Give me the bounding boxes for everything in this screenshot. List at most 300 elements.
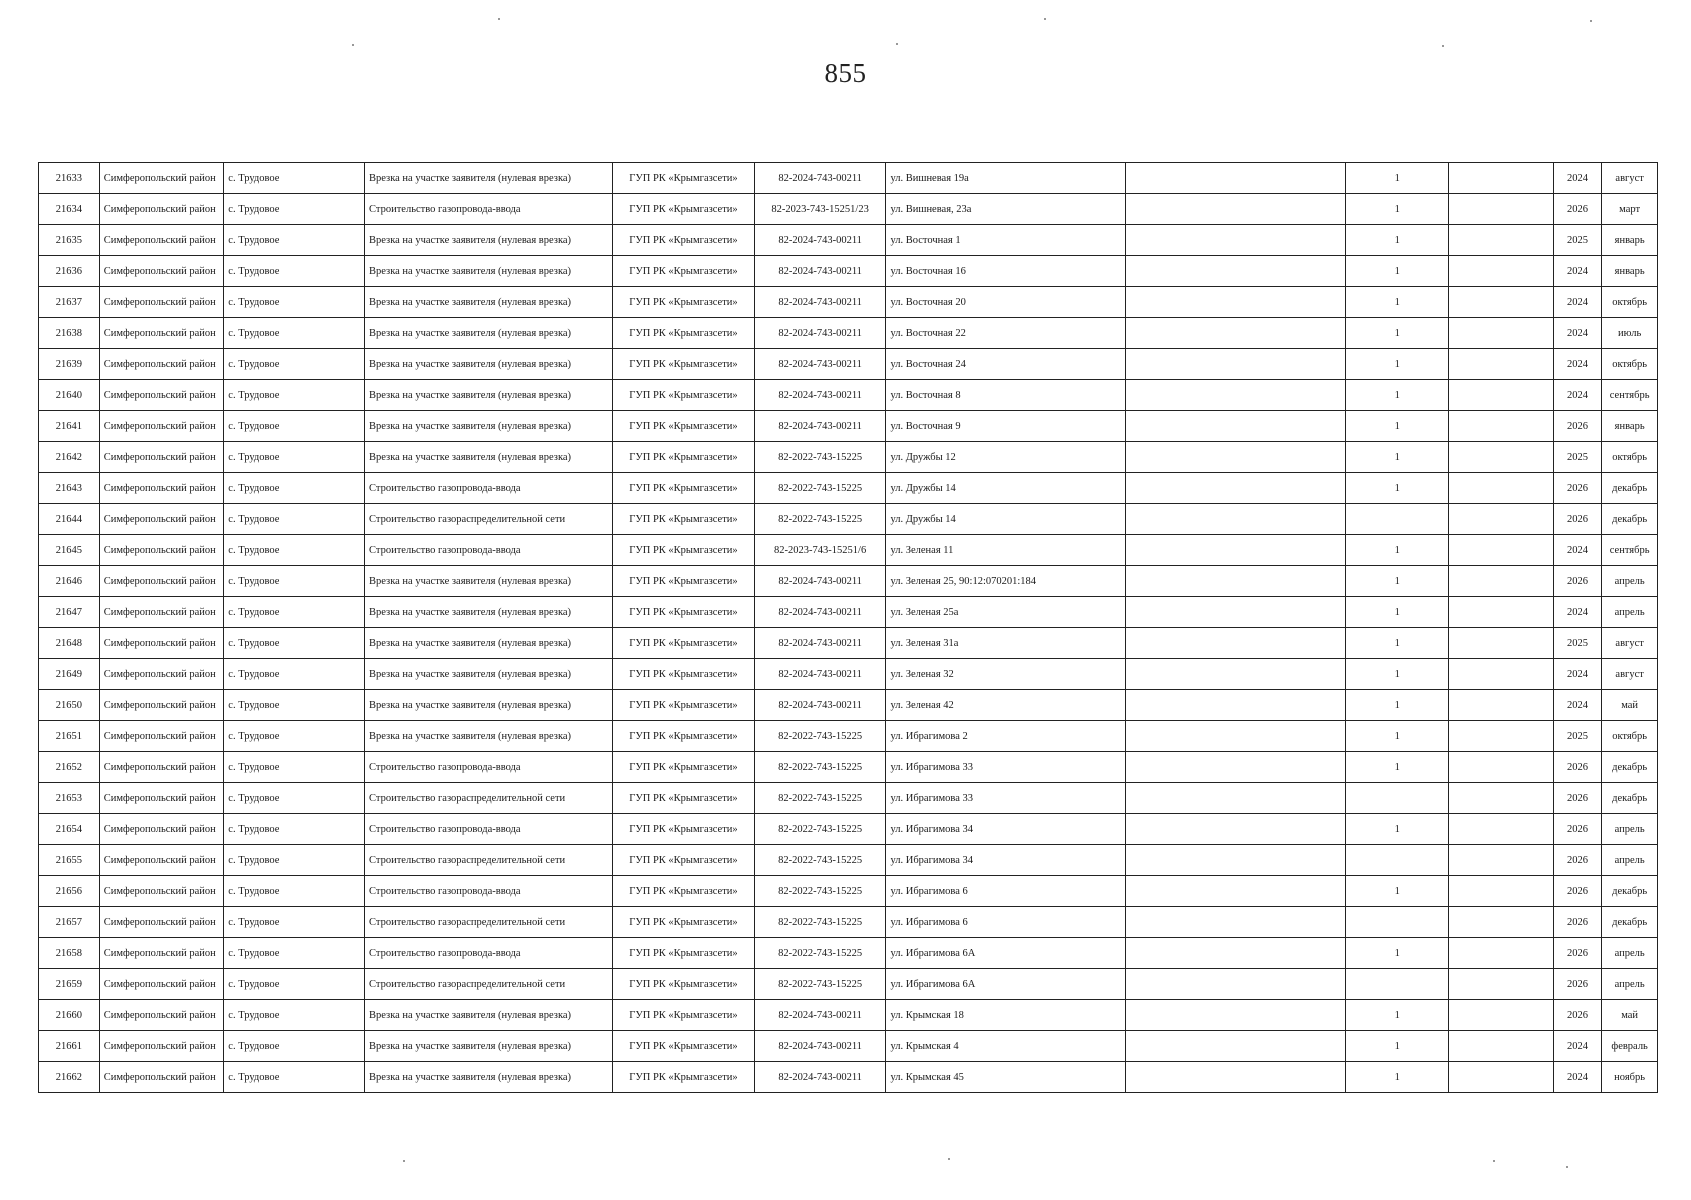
cell-year: 2026 — [1553, 473, 1602, 504]
cell-year: 2024 — [1553, 1062, 1602, 1093]
cell-work-type: Строительство газопровода-ввода — [365, 535, 613, 566]
table-row — [39, 845, 1658, 876]
cell-year: 2026 — [1553, 938, 1602, 969]
cell-number: 21652 — [39, 752, 100, 783]
cell-village: с. Трудовое — [224, 690, 365, 721]
cell-work-type: Строительство газопровода-ввода — [365, 938, 613, 969]
cell-number: 21657 — [39, 907, 100, 938]
cell-empty — [1126, 194, 1346, 225]
cell-quantity — [1346, 969, 1449, 1000]
cell-village: с. Трудовое — [224, 1031, 365, 1062]
cell-village: с. Трудовое — [224, 473, 365, 504]
cell-district: Симферопольский район — [99, 411, 224, 442]
table-row — [39, 659, 1658, 690]
cell-address: ул. Восточная 24 — [886, 349, 1126, 380]
cell-empty — [1449, 876, 1553, 907]
cell-work-type: Строительство газораспределительной сети — [365, 845, 613, 876]
cell-program-code: 82-2023-743-15251/6 — [754, 535, 886, 566]
scan-speck — [1044, 18, 1046, 20]
cell-empty — [1449, 907, 1553, 938]
table-row — [39, 752, 1658, 783]
cell-empty — [1126, 814, 1346, 845]
cell-organization: ГУП РК «Крымгазсети» — [613, 380, 755, 411]
cell-quantity: 1 — [1346, 194, 1449, 225]
cell-address: ул. Ибрагимова 33 — [886, 752, 1126, 783]
cell-quantity: 1 — [1346, 349, 1449, 380]
cell-work-type: Врезка на участке заявителя (нулевая врезка) — [365, 318, 613, 349]
cell-month: апрель — [1602, 969, 1658, 1000]
cell-empty — [1449, 535, 1553, 566]
cell-district: Симферопольский район — [99, 380, 224, 411]
cell-quantity: 1 — [1346, 287, 1449, 318]
table-row — [39, 287, 1658, 318]
cell-empty — [1126, 597, 1346, 628]
cell-number: 21655 — [39, 845, 100, 876]
cell-empty — [1449, 752, 1553, 783]
cell-address: ул. Восточная 1 — [886, 225, 1126, 256]
cell-organization: ГУП РК «Крымгазсети» — [613, 876, 755, 907]
cell-quantity: 1 — [1346, 690, 1449, 721]
scan-speck — [1442, 45, 1444, 47]
cell-district: Симферопольский район — [99, 535, 224, 566]
scan-speck — [403, 1160, 405, 1162]
cell-program-code: 82-2024-743-00211 — [754, 659, 886, 690]
cell-month: апрель — [1602, 845, 1658, 876]
cell-village: с. Трудовое — [224, 194, 365, 225]
cell-program-code: 82-2022-743-15225 — [754, 969, 886, 1000]
table-row — [39, 783, 1658, 814]
cell-address: ул. Ибрагимова 34 — [886, 845, 1126, 876]
cell-quantity — [1346, 783, 1449, 814]
cell-number: 21650 — [39, 690, 100, 721]
cell-organization: ГУП РК «Крымгазсети» — [613, 225, 755, 256]
cell-address: ул. Зеленая 11 — [886, 535, 1126, 566]
cell-number: 21641 — [39, 411, 100, 442]
cell-organization: ГУП РК «Крымгазсети» — [613, 659, 755, 690]
cell-program-code: 82-2024-743-00211 — [754, 380, 886, 411]
table-row — [39, 628, 1658, 659]
cell-organization: ГУП РК «Крымгазсети» — [613, 163, 755, 194]
cell-quantity: 1 — [1346, 1000, 1449, 1031]
cell-empty — [1126, 876, 1346, 907]
cell-month: январь — [1602, 225, 1658, 256]
scan-speck — [1566, 1166, 1568, 1168]
cell-month: апрель — [1602, 566, 1658, 597]
cell-organization: ГУП РК «Крымгазсети» — [613, 752, 755, 783]
cell-month: январь — [1602, 256, 1658, 287]
cell-organization: ГУП РК «Крымгазсети» — [613, 1031, 755, 1062]
cell-year: 2024 — [1553, 318, 1602, 349]
cell-empty — [1449, 628, 1553, 659]
cell-address: ул. Зеленая 42 — [886, 690, 1126, 721]
cell-quantity — [1346, 907, 1449, 938]
cell-program-code: 82-2022-743-15225 — [754, 442, 886, 473]
cell-program-code: 82-2024-743-00211 — [754, 597, 886, 628]
cell-program-code: 82-2022-743-15225 — [754, 938, 886, 969]
table-row — [39, 194, 1658, 225]
cell-number: 21648 — [39, 628, 100, 659]
cell-village: с. Трудовое — [224, 504, 365, 535]
scan-speck — [352, 44, 354, 46]
scan-speck — [1493, 1160, 1495, 1162]
cell-quantity: 1 — [1346, 876, 1449, 907]
cell-district: Симферопольский район — [99, 783, 224, 814]
cell-organization: ГУП РК «Крымгазсети» — [613, 938, 755, 969]
cell-empty — [1449, 969, 1553, 1000]
cell-year: 2024 — [1553, 535, 1602, 566]
cell-village: с. Трудовое — [224, 287, 365, 318]
cell-organization: ГУП РК «Крымгазсети» — [613, 566, 755, 597]
table-row — [39, 411, 1658, 442]
cell-village: с. Трудовое — [224, 845, 365, 876]
cell-number: 21661 — [39, 1031, 100, 1062]
cell-number: 21645 — [39, 535, 100, 566]
cell-district: Симферопольский район — [99, 597, 224, 628]
table-row — [39, 349, 1658, 380]
cell-number: 21649 — [39, 659, 100, 690]
cell-month: март — [1602, 194, 1658, 225]
cell-year: 2026 — [1553, 1000, 1602, 1031]
table-row — [39, 876, 1658, 907]
cell-empty — [1449, 256, 1553, 287]
cell-month: сентябрь — [1602, 535, 1658, 566]
cell-empty — [1126, 690, 1346, 721]
cell-empty — [1126, 752, 1346, 783]
cell-program-code: 82-2024-743-00211 — [754, 1000, 886, 1031]
cell-address: ул. Восточная 20 — [886, 287, 1126, 318]
cell-empty — [1126, 287, 1346, 318]
cell-empty — [1449, 411, 1553, 442]
cell-address: ул. Ибрагимова 6 — [886, 876, 1126, 907]
cell-empty — [1126, 256, 1346, 287]
cell-quantity: 1 — [1346, 597, 1449, 628]
cell-work-type: Врезка на участке заявителя (нулевая врезка) — [365, 1000, 613, 1031]
table-row — [39, 1031, 1658, 1062]
page-number: 855 — [824, 58, 867, 88]
cell-program-code: 82-2024-743-00211 — [754, 1031, 886, 1062]
cell-empty — [1449, 938, 1553, 969]
cell-empty — [1449, 473, 1553, 504]
cell-number: 21660 — [39, 1000, 100, 1031]
cell-village: с. Трудовое — [224, 163, 365, 194]
cell-address: ул. Дружбы 14 — [886, 504, 1126, 535]
cell-number: 21637 — [39, 287, 100, 318]
cell-empty — [1449, 566, 1553, 597]
cell-address: ул. Ибрагимова 6 — [886, 907, 1126, 938]
cell-address: ул. Зеленая 31а — [886, 628, 1126, 659]
cell-month: январь — [1602, 411, 1658, 442]
cell-address: ул. Крымская 18 — [886, 1000, 1126, 1031]
table-row — [39, 256, 1658, 287]
cell-program-code: 82-2024-743-00211 — [754, 349, 886, 380]
cell-quantity: 1 — [1346, 1031, 1449, 1062]
cell-program-code: 82-2022-743-15225 — [754, 721, 886, 752]
cell-organization: ГУП РК «Крымгазсети» — [613, 411, 755, 442]
table-row — [39, 1062, 1658, 1093]
cell-village: с. Трудовое — [224, 721, 365, 752]
cell-work-type: Строительство газораспределительной сети — [365, 907, 613, 938]
cell-number: 21646 — [39, 566, 100, 597]
cell-empty — [1449, 783, 1553, 814]
cell-number: 21651 — [39, 721, 100, 752]
cell-year: 2026 — [1553, 752, 1602, 783]
cell-district: Симферопольский район — [99, 845, 224, 876]
cell-empty — [1126, 163, 1346, 194]
cell-village: с. Трудовое — [224, 1062, 365, 1093]
cell-number: 21653 — [39, 783, 100, 814]
cell-number: 21647 — [39, 597, 100, 628]
cell-year: 2026 — [1553, 814, 1602, 845]
cell-quantity: 1 — [1346, 628, 1449, 659]
cell-empty — [1126, 1062, 1346, 1093]
cell-quantity: 1 — [1346, 752, 1449, 783]
cell-district: Симферопольский район — [99, 349, 224, 380]
cell-village: с. Трудовое — [224, 535, 365, 566]
cell-program-code: 82-2024-743-00211 — [754, 318, 886, 349]
cell-village: с. Трудовое — [224, 380, 365, 411]
cell-district: Симферопольский район — [99, 628, 224, 659]
cell-empty — [1449, 287, 1553, 318]
table-row — [39, 814, 1658, 845]
cell-quantity: 1 — [1346, 473, 1449, 504]
cell-organization: ГУП РК «Крымгазсети» — [613, 628, 755, 659]
cell-month: апрель — [1602, 597, 1658, 628]
cell-village: с. Трудовое — [224, 907, 365, 938]
cell-village: с. Трудовое — [224, 597, 365, 628]
cell-work-type: Врезка на участке заявителя (нулевая врезка) — [365, 287, 613, 318]
cell-village: с. Трудовое — [224, 659, 365, 690]
scan-speck — [948, 1158, 950, 1160]
cell-organization: ГУП РК «Крымгазсети» — [613, 907, 755, 938]
cell-address: ул. Ибрагимова 34 — [886, 814, 1126, 845]
table-row — [39, 380, 1658, 411]
cell-empty — [1449, 1062, 1553, 1093]
cell-work-type: Строительство газораспределительной сети — [365, 969, 613, 1000]
cell-program-code: 82-2022-743-15225 — [754, 473, 886, 504]
cell-address: ул. Зеленая 25, 90:12:070201:184 — [886, 566, 1126, 597]
cell-district: Симферопольский район — [99, 442, 224, 473]
cell-organization: ГУП РК «Крымгазсети» — [613, 473, 755, 504]
cell-work-type: Врезка на участке заявителя (нулевая врезка) — [365, 225, 613, 256]
cell-address: ул. Ибрагимова 6А — [886, 969, 1126, 1000]
cell-organization: ГУП РК «Крымгазсети» — [613, 535, 755, 566]
cell-quantity: 1 — [1346, 225, 1449, 256]
cell-district: Симферопольский район — [99, 876, 224, 907]
cell-number: 21643 — [39, 473, 100, 504]
cell-district: Симферопольский район — [99, 318, 224, 349]
cell-address: ул. Дружбы 14 — [886, 473, 1126, 504]
cell-district: Симферопольский район — [99, 1062, 224, 1093]
cell-year: 2025 — [1553, 628, 1602, 659]
cell-number: 21633 — [39, 163, 100, 194]
cell-organization: ГУП РК «Крымгазсети» — [613, 690, 755, 721]
cell-address: ул. Крымская 4 — [886, 1031, 1126, 1062]
cell-address: ул. Зеленая 25а — [886, 597, 1126, 628]
cell-district: Симферопольский район — [99, 1031, 224, 1062]
cell-empty — [1126, 659, 1346, 690]
cell-address: ул. Восточная 8 — [886, 380, 1126, 411]
cell-work-type: Строительство газопровода-ввода — [365, 473, 613, 504]
cell-month: август — [1602, 659, 1658, 690]
cell-work-type: Врезка на участке заявителя (нулевая врезка) — [365, 1062, 613, 1093]
cell-month: май — [1602, 690, 1658, 721]
cell-empty — [1449, 194, 1553, 225]
cell-work-type: Врезка на участке заявителя (нулевая врезка) — [365, 442, 613, 473]
cell-address: ул. Восточная 9 — [886, 411, 1126, 442]
cell-organization: ГУП РК «Крымгазсети» — [613, 349, 755, 380]
cell-month: август — [1602, 628, 1658, 659]
cell-program-code: 82-2022-743-15225 — [754, 504, 886, 535]
cell-empty — [1126, 535, 1346, 566]
cell-address: ул. Вишневая, 23а — [886, 194, 1126, 225]
cell-year: 2024 — [1553, 597, 1602, 628]
cell-month: июль — [1602, 318, 1658, 349]
cell-year: 2024 — [1553, 690, 1602, 721]
cell-organization: ГУП РК «Крымгазсети» — [613, 969, 755, 1000]
table-row — [39, 318, 1658, 349]
cell-empty — [1449, 659, 1553, 690]
cell-year: 2024 — [1553, 659, 1602, 690]
table-row — [39, 535, 1658, 566]
cell-address: ул. Восточная 22 — [886, 318, 1126, 349]
cell-quantity — [1346, 845, 1449, 876]
cell-work-type: Строительство газораспределительной сети — [365, 504, 613, 535]
cell-work-type: Строительство газопровода-ввода — [365, 194, 613, 225]
cell-month: февраль — [1602, 1031, 1658, 1062]
cell-empty — [1126, 969, 1346, 1000]
table-row — [39, 969, 1658, 1000]
cell-quantity: 1 — [1346, 566, 1449, 597]
cell-month: май — [1602, 1000, 1658, 1031]
cell-month: декабрь — [1602, 907, 1658, 938]
cell-month: декабрь — [1602, 473, 1658, 504]
cell-program-code: 82-2024-743-00211 — [754, 690, 886, 721]
cell-organization: ГУП РК «Крымгазсети» — [613, 814, 755, 845]
cell-empty — [1126, 566, 1346, 597]
table-row — [39, 566, 1658, 597]
cell-program-code: 82-2024-743-00211 — [754, 566, 886, 597]
cell-work-type: Строительство газопровода-ввода — [365, 876, 613, 907]
cell-year: 2024 — [1553, 163, 1602, 194]
cell-quantity — [1346, 504, 1449, 535]
scan-speck — [498, 18, 500, 20]
cell-work-type: Врезка на участке заявителя (нулевая врезка) — [365, 256, 613, 287]
table-row — [39, 907, 1658, 938]
cell-address: ул. Дружбы 12 — [886, 442, 1126, 473]
cell-empty — [1449, 442, 1553, 473]
table-row — [39, 163, 1658, 194]
cell-work-type: Врезка на участке заявителя (нулевая врезка) — [365, 163, 613, 194]
cell-year: 2026 — [1553, 845, 1602, 876]
cell-district: Симферопольский район — [99, 1000, 224, 1031]
cell-program-code: 82-2022-743-15225 — [754, 907, 886, 938]
cell-empty — [1449, 814, 1553, 845]
cell-district: Симферопольский район — [99, 225, 224, 256]
cell-number: 21635 — [39, 225, 100, 256]
cell-village: с. Трудовое — [224, 876, 365, 907]
cell-empty — [1449, 597, 1553, 628]
cell-number: 21662 — [39, 1062, 100, 1093]
cell-village: с. Трудовое — [224, 783, 365, 814]
cell-year: 2026 — [1553, 907, 1602, 938]
cell-month: ноябрь — [1602, 1062, 1658, 1093]
cell-year: 2025 — [1553, 225, 1602, 256]
cell-program-code: 82-2022-743-15225 — [754, 845, 886, 876]
cell-program-code: 82-2024-743-00211 — [754, 163, 886, 194]
cell-district: Симферопольский район — [99, 504, 224, 535]
cell-organization: ГУП РК «Крымгазсети» — [613, 721, 755, 752]
cell-program-code: 82-2023-743-15251/23 — [754, 194, 886, 225]
cell-organization: ГУП РК «Крымгазсети» — [613, 845, 755, 876]
cell-empty — [1126, 504, 1346, 535]
cell-organization: ГУП РК «Крымгазсети» — [613, 504, 755, 535]
cell-month: октябрь — [1602, 721, 1658, 752]
cell-month: август — [1602, 163, 1658, 194]
cell-empty — [1126, 349, 1346, 380]
table-body — [39, 163, 1658, 1093]
cell-month: октябрь — [1602, 442, 1658, 473]
table-row — [39, 597, 1658, 628]
cell-address: ул. Ибрагимова 6А — [886, 938, 1126, 969]
cell-district: Симферопольский район — [99, 473, 224, 504]
cell-work-type: Врезка на участке заявителя (нулевая врезка) — [365, 628, 613, 659]
cell-quantity: 1 — [1346, 938, 1449, 969]
cell-year: 2026 — [1553, 876, 1602, 907]
cell-number: 21638 — [39, 318, 100, 349]
cell-village: с. Трудовое — [224, 938, 365, 969]
cell-program-code: 82-2022-743-15225 — [754, 814, 886, 845]
cell-empty — [1449, 1000, 1553, 1031]
cell-year: 2024 — [1553, 349, 1602, 380]
cell-quantity: 1 — [1346, 535, 1449, 566]
cell-year: 2026 — [1553, 411, 1602, 442]
cell-district: Симферопольский район — [99, 566, 224, 597]
cell-year: 2026 — [1553, 504, 1602, 535]
cell-district: Симферопольский район — [99, 194, 224, 225]
cell-program-code: 82-2024-743-00211 — [754, 287, 886, 318]
cell-month: октябрь — [1602, 349, 1658, 380]
cell-year: 2024 — [1553, 256, 1602, 287]
cell-month: декабрь — [1602, 783, 1658, 814]
cell-quantity: 1 — [1346, 256, 1449, 287]
cell-village: с. Трудовое — [224, 411, 365, 442]
cell-empty — [1126, 1031, 1346, 1062]
cell-village: с. Трудовое — [224, 628, 365, 659]
cell-year: 2025 — [1553, 721, 1602, 752]
cell-village: с. Трудовое — [224, 318, 365, 349]
cell-year: 2025 — [1553, 442, 1602, 473]
cell-work-type: Врезка на участке заявителя (нулевая врезка) — [365, 690, 613, 721]
cell-quantity: 1 — [1346, 721, 1449, 752]
table-row — [39, 690, 1658, 721]
cell-program-code: 82-2022-743-15225 — [754, 783, 886, 814]
cell-organization: ГУП РК «Крымгазсети» — [613, 783, 755, 814]
object-table — [38, 162, 1658, 1093]
table-row — [39, 504, 1658, 535]
cell-empty — [1126, 938, 1346, 969]
cell-work-type: Строительство газораспределительной сети — [365, 783, 613, 814]
cell-village: с. Трудовое — [224, 566, 365, 597]
cell-number: 21634 — [39, 194, 100, 225]
cell-district: Симферопольский район — [99, 907, 224, 938]
cell-empty — [1126, 721, 1346, 752]
cell-district: Симферопольский район — [99, 814, 224, 845]
cell-work-type: Врезка на участке заявителя (нулевая врезка) — [365, 380, 613, 411]
cell-year: 2024 — [1553, 287, 1602, 318]
cell-work-type: Врезка на участке заявителя (нулевая врезка) — [365, 566, 613, 597]
cell-village: с. Трудовое — [224, 1000, 365, 1031]
cell-program-code: 82-2024-743-00211 — [754, 1062, 886, 1093]
